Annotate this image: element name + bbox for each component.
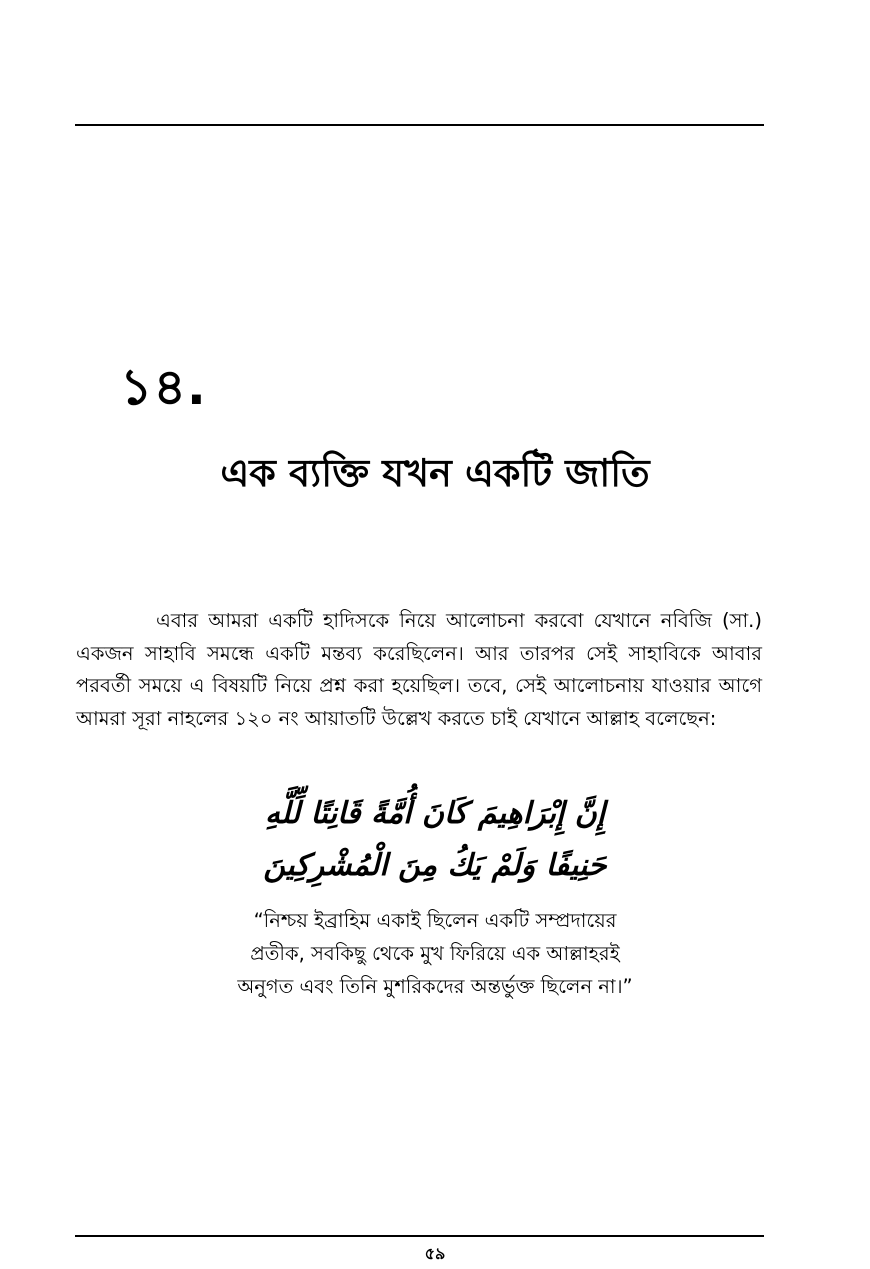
verse-translation	[0, 904, 870, 1003]
bottom-divider	[75, 1235, 764, 1237]
arabic-verse-line-1: إِنَّ إِبْرَاهِيمَ كَانَ أُمَّةً قَانِتًا لِّلَّهِ	[264, 796, 606, 831]
translation-line-1: “নিশ্চয় ইব্রাহিম একাই ছিলেন একটি সম্প্রদায়ের	[253, 909, 617, 932]
arabic-verse-line-2: حَنِيفًا وَلَمْ يَكُ مِنَ الْمُشْرِكِينَ	[263, 848, 607, 883]
chapter-number: ১৪.	[120, 358, 207, 416]
translation-line-2: প্রতীক, সবকিছু থেকে মুখ ফিরিয়ে এক আল্লাহরই	[250, 942, 620, 965]
translation-line-3: অনুগত এবং তিনি মুশরিকদের অন্তর্ভুক্ত ছিলেন না।”	[237, 975, 633, 998]
body-paragraph: এবার আমরা একটি হাদিসকে নিয়ে আলোচনা করবো যেখানে নবিজি (সা.) একজন সাহাবি সমন্ধে একটি মন্তব্য করেছিলেন। আর তারপর সেই সাহাবিকে আবার পরবর্তী সময়ে এ বিষয়টি নিয়ে প্রশ্ন করা হয়েছিল। তবে, সেই আলোচনায় যাওয়ার আগে আমরা সূরা নাহলের ১২০ নং আয়াতটি উল্লেখ করতে চাই যেখানে আল্লাহ বলেছেন:	[76, 609, 762, 730]
top-divider	[75, 124, 764, 126]
chapter-title: এক ব্যক্তি যখন একটি জাতি	[220, 451, 650, 495]
page-number: ৫৯	[424, 1244, 446, 1263]
